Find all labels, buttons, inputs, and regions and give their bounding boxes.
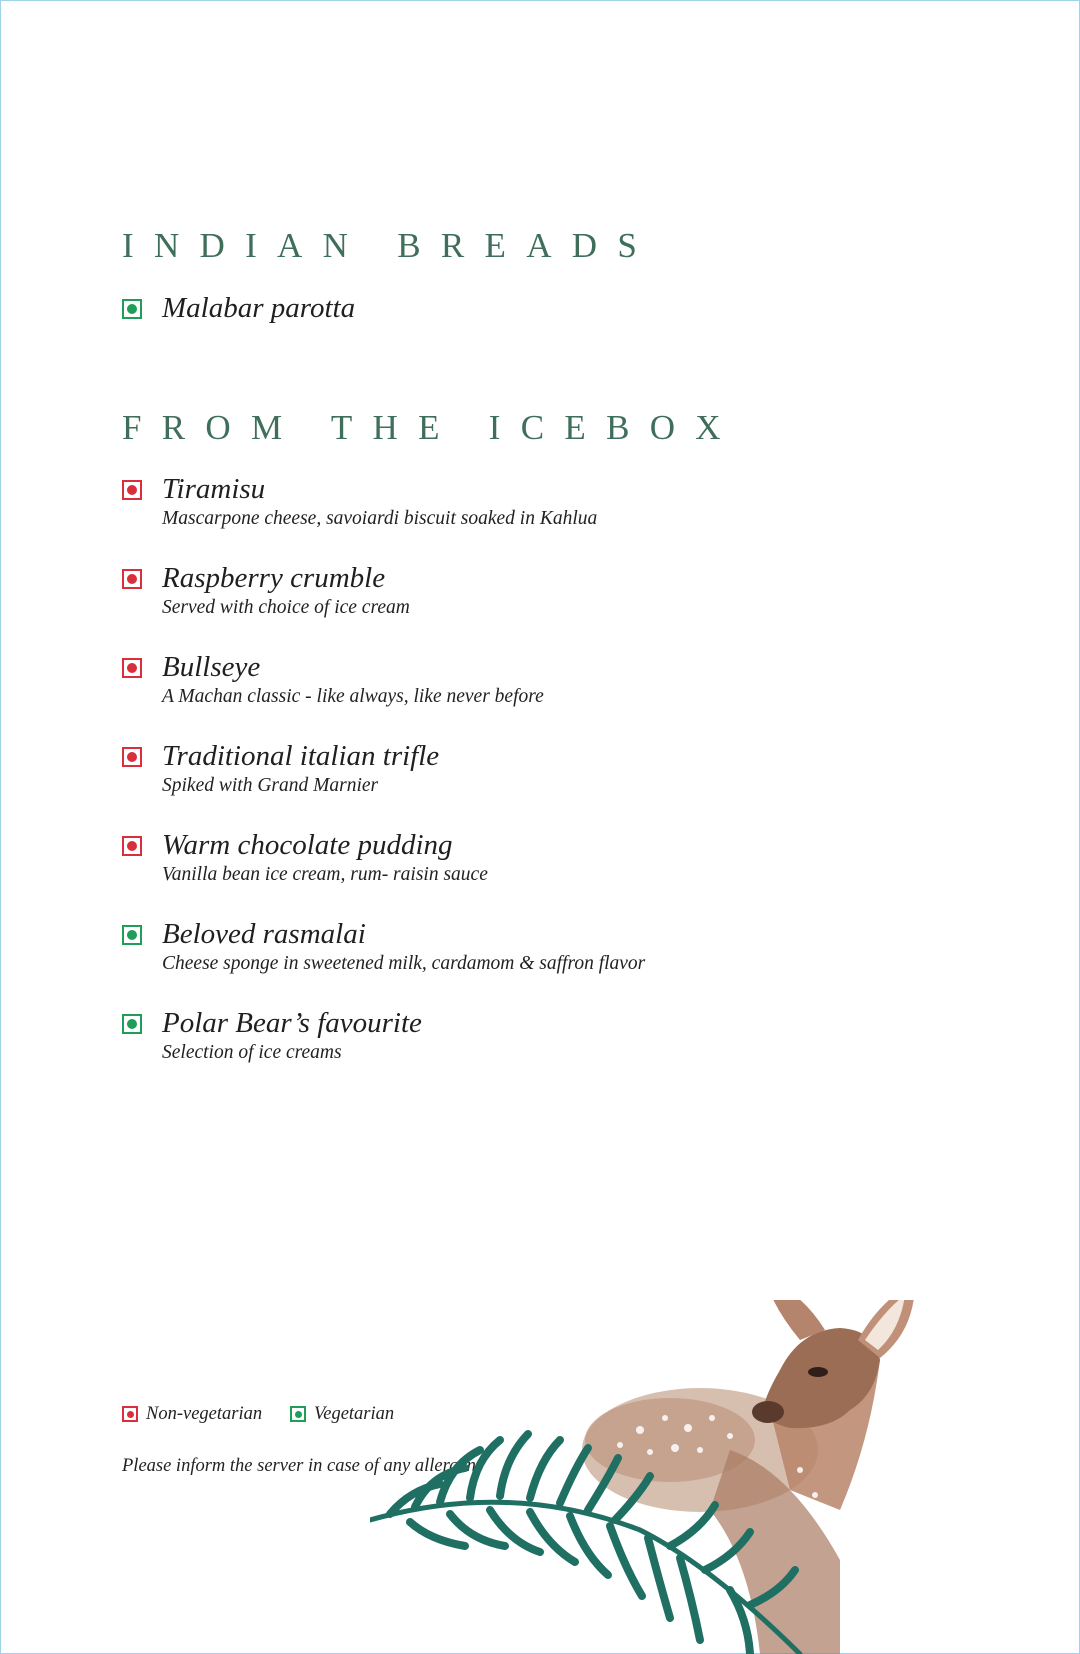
legend-label-nonveg: Non-vegetarian (146, 1404, 263, 1424)
deer-fern-illustration (370, 1300, 970, 1654)
item-description: A Machan classic - like always, like never before (162, 686, 544, 707)
item-name: Tiramisu (162, 473, 266, 505)
nonveg-icon (122, 1406, 138, 1422)
allergen-note: Please inform the server in case of any allergens (122, 1456, 484, 1476)
item-name: Beloved rasmalai (162, 918, 366, 950)
veg-icon (122, 925, 142, 945)
item-name: Malabar parotta (162, 292, 356, 324)
item-name: Warm chocolate pudding (162, 829, 453, 861)
item-description: Spiked with Grand Marnier (162, 775, 379, 796)
section-title-from-the-icebox: FROM THE ICEBOX (122, 408, 741, 447)
item-name: Traditional italian trifle (162, 740, 440, 772)
item-description: Mascarpone cheese, savoiardi biscuit soaked in Kahlua (162, 508, 598, 529)
item-description: Served with choice of ice cream (162, 597, 410, 618)
item-name: Raspberry crumble (162, 562, 386, 594)
nonveg-icon (122, 836, 142, 856)
nonveg-icon (122, 569, 142, 589)
legend-label-veg: Vegetarian (314, 1404, 395, 1424)
item-description: Vanilla bean ice cream, rum- raisin sauce (162, 864, 488, 885)
veg-icon (290, 1406, 306, 1422)
veg-icon (122, 1014, 142, 1034)
veg-icon (122, 299, 142, 319)
item-description: Selection of ice creams (162, 1042, 342, 1063)
nonveg-icon (122, 480, 142, 500)
item-description: Cheese sponge in sweetened milk, cardamom & saffron flavor (162, 953, 646, 974)
nonveg-icon (122, 747, 142, 767)
nonveg-icon (122, 658, 142, 678)
deer-icon (582, 1300, 915, 1654)
item-name: Polar Bear’s favourite (162, 1007, 422, 1039)
section-title-indian-breads: INDIAN BREADS (122, 226, 658, 265)
item-name: Bullseye (162, 651, 261, 683)
